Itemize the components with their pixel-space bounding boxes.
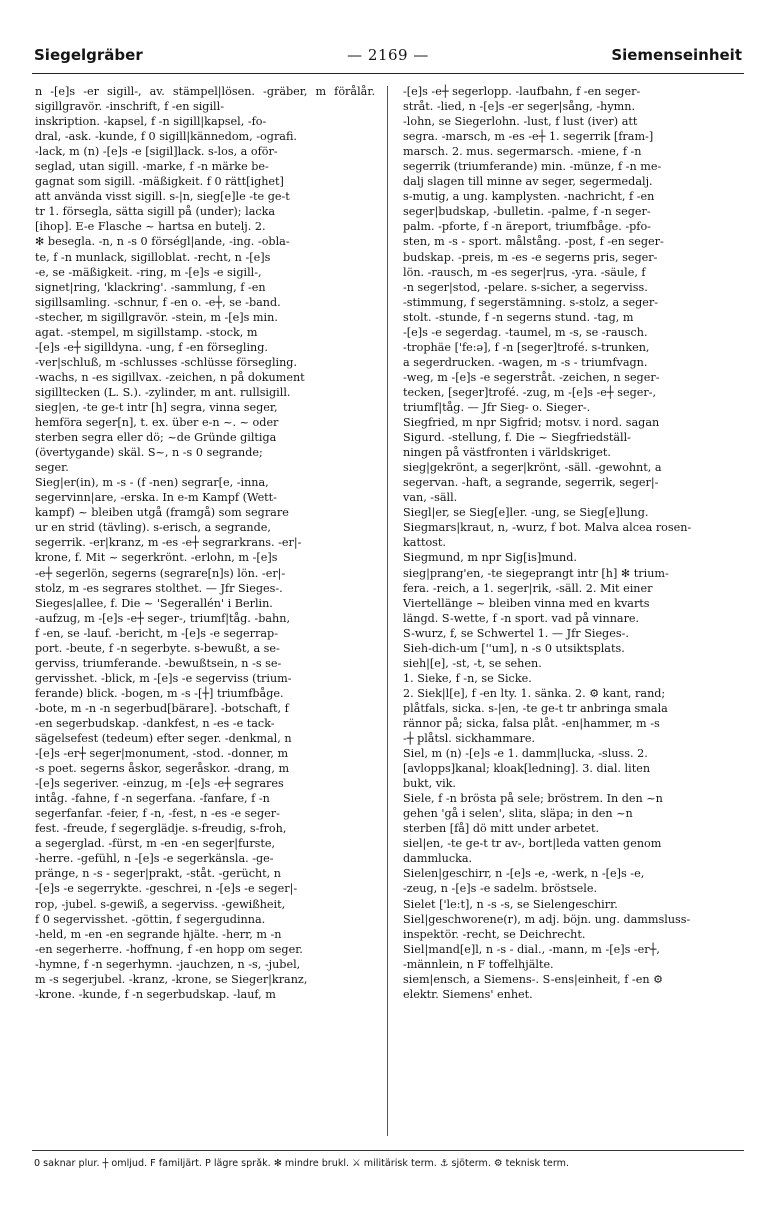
dictionary-line: sten, m -s - sport. målstång. -post, f -en seger- [403,235,664,249]
dictionary-line: ur en strid (tävling). s-erisch, a segrande, [35,521,271,535]
dictionary-line: gerviss, triumferande. -bewußtsein, n -s se- [35,656,282,670]
dictionary-line: -[e]s -e segerrykte. -geschrei, n -[e]s -e seger|- [35,882,298,896]
dictionary-line: marsch. 2. mus. segermarsch. -miene, f -n [403,145,642,159]
dictionary-line: kampf) ~ bleiben utgå (framgå) som segrare [35,506,289,520]
dictionary-line: plåtfals, sicka. s-|en, -te ge-t tr anbringa smala [403,701,668,715]
dictionary-line: gagnat som sigill. -mäßigkeit. f 0 rätt[ighet] [35,175,284,189]
dictionary-line: -[e]s -er┼ seger|monument, -stod. -donner, m [35,747,289,761]
dictionary-line: te, f -n munlack, sigilloblat. -recht, n -[e]s [35,250,271,264]
column-divider [387,86,388,1136]
dictionary-line: tecken, [seger]trofé. -zug, m -[e]s -e┼ seger-, [403,385,657,399]
footer-rule [32,1150,744,1151]
dictionary-line: Siegmund, m npr Sig[is]mund. [403,551,577,565]
dictionary-line: lön. -rausch, m -es seger|rus, -yra. -säule, f [403,265,646,279]
dictionary-line: triumf|tåg. — Jfr Sieg- o. Sieger-. [403,400,591,414]
dictionary-line: -[e]s -e┼ segerlopp. -laufbahn, f -en seger- [403,85,641,98]
dictionary-line: agat. -stempel, m sigillstamp. -stock, m [35,325,258,339]
dictionary-line: sieg|prang'en, -te siegeprangt intr [h] ✻ trium- [403,566,669,580]
dictionary-line: -lohn, se Siegerlohn. -lust, f lust (iver) att [403,115,638,129]
dictionary-line: sigilltecken (L. S.). -zylinder, m ant. rullsigill. [35,385,291,399]
dictionary-line: inskription. -kapsel, f -n sigill|kapsel, -fo- [35,115,267,129]
dictionary-line: Sielen|geschirr, n -[e]s -e, -werk, n -[e]s -e, [403,867,645,881]
dictionary-line: Sieg|er(in), m -s - (f -nen) segrar[e, -inna, [35,476,269,490]
dictionary-line: palm. -pforte, f -n äreport, triumfbåge. -pfo- [403,220,651,234]
dictionary-line: a segerdrucken. -wagen, m -s - triumfvagn. [403,355,648,369]
dictionary-line: Siele, f -n brösta på sele; bröstrem. In den ~n [403,792,663,806]
abbreviation-legend: 0 saknar plur. ┼ omljud. F familjärt. P lägre språk. ✻ mindre brukl. ⚔ militärisk term. ⚓ sjöterm. ⚙ teknisk term. [34,1158,569,1169]
dictionary-line: (övertygande) skäl. S~, n -s 0 segrande; [35,446,263,460]
dictionary-line: segervinn|are, -erska. In e-m Kampf (Wett- [35,491,277,505]
dictionary-line: ✻ besegla. -n, n -s 0 förségl|ande, -ing. -obla- [35,235,290,249]
dictionary-line: -zeug, n -[e]s -e sadelm. bröstsele. [403,882,598,896]
dictionary-line: -[e]s -e┼ sigilldyna. -ung, f -en försegling. [35,340,268,354]
dictionary-line: port. -beute, f -n segerbyte. s-bewußt, a se- [35,641,280,655]
dictionary-line: -held, m -en -en segrande hjälte. -herr, m -n [35,927,282,941]
dictionary-line: -ver|schluß, m -schlusses -schlüsse försegling. [35,355,298,369]
dictionary-line: kattost. [403,536,446,550]
dictionary-line: -hymne, f -n segerhymn. -jauchzen, n -s, -jubel, [35,957,301,971]
dictionary-line: Siel|mand[e]l, n -s - dial., -mann, m -[e]s -er┼, [403,942,660,956]
dictionary-line: s-mutig, a ung. kamplysten. -nachricht, f -en [403,190,655,204]
dictionary-line: stolz, m -es segrares stolthet. — Jfr Sieges-. [35,581,283,595]
dictionary-line: f 0 segervisshet. -göttin, f segergudinna. [35,912,266,926]
dictionary-line: -bote, m -n -n segerbud[bärare]. -botschaft, f [35,701,289,715]
dictionary-line: stråt. -lied, n -[e]s -er seger|sång, -hymn. [403,100,636,114]
dictionary-line: att använda visst sigill. s-|n, sieg[e]le -te ge-t [35,190,290,204]
dictionary-line: sieg|en, -te ge-t intr [h] segra, vinna seger, [35,400,278,414]
dictionary-line: inspektör. -recht, se Deichrecht. [403,927,586,941]
dictionary-line: -┼ plåtsl. sickhammare. [403,732,536,746]
header-last-word: Siemenseinheit [611,46,742,64]
dictionary-line: stolt. -stunde, f -n segerns stund. -tag, m [403,310,634,324]
dictionary-line: segra. -marsch, m -es -e┼ 1. segerrik [fram-] [403,130,654,144]
dictionary-line: [avlopps]kanal; kloak[ledning]. 3. dial. liten [403,762,651,776]
dictionary-line: Siegfried, m npr Sigfrid; motsv. i nord. sagan [403,416,660,430]
dictionary-line: -en segerbudskap. -dankfest, n -es -e tack- [35,716,275,730]
dictionary-line: -stimmung, f segerstämning. s-stolz, a seger- [403,295,659,309]
dictionary-line: Sieh-dich-um [''um], n -s 0 utsiktsplats. [403,641,625,655]
dictionary-line: -aufzug, m -[e]s -e┼ seger-, triumf|tåg. -bahn, [35,611,291,625]
dictionary-line: Siel, m (n) -[e]s -e 1. damm|lucka, -sluss. 2. [403,747,648,761]
dictionary-line: -e, se -mäßigkeit. -ring, m -[e]s -e sigill-, [35,265,262,279]
dictionary-line: -weg, m -[e]s -e segerstråt. -zeichen, n seger- [403,370,660,384]
dictionary-line: Sielet ['le:t], n -s -s, se Sielengeschirr. [403,897,618,911]
dictionary-line: siel|en, -te ge-t tr av-, bort|leda vatten genom [403,837,662,851]
dictionary-line: seger|budskap, -bulletin. -palme, f -n seger- [403,205,651,219]
dictionary-line: segerrik (triumferande) min. -münze, f -n me- [403,160,662,174]
dictionary-line: Viertellänge ~ bleiben vinna med en kvarts [403,596,650,610]
dictionary-line: -männlein, n F toffelhjälte. [403,957,554,971]
dictionary-line: sieh|[e], -st, -t, se sehen. [403,656,542,670]
page-header [34,46,742,68]
dictionary-line: van, -säll. [403,491,458,505]
dictionary-line: segervan. -haft, a segrande, segerrik, seger|- [403,476,659,490]
dictionary-line: -[e]s segeriver. -einzug, m -[e]s -e┼ segrares [35,777,284,791]
dictionary-line: sterben [få] dö mitt under arbetet. [403,822,600,836]
dictionary-line: -e┼ segerlön, segerns (segrare[n]s) lön. -er|- [35,566,286,580]
dictionary-line: seglad, utan sigill. -marke, f -n märke be- [35,160,269,174]
dictionary-line: -krone. -kunde, f -n segerbudskap. -lauf, m [35,987,276,1001]
dictionary-line: tr 1. försegla, sätta sigill på (under); lacka [35,205,276,219]
dictionary-line: -stecher, m sigillgravör. -stein, m -[e]s min. [35,310,278,324]
dictionary-line: n -[e]s -er sigill-, av. stämpel|lösen. -gräber, m förålår. sigillgravör. -inschrift, f -en sigill- [35,85,375,114]
dictionary-line: sterben segra eller dö; ~de Gründe giltiga [35,431,277,445]
dictionary-line: Siegl|er, se Sieg[e]ler. -ung, se Sieg[e]lung. [403,506,649,520]
dictionary-line: -s poet. segerns åskor, segeråskor. -drang, m [35,762,290,776]
dictionary-line: ningen på västfronten i världskriget. [403,446,611,460]
header-first-word: Siegelgräber [34,46,143,64]
dictionary-line: fera. -reich, a 1. seger|rik, -säll. 2. Mit einer [403,581,653,595]
dictionary-line: budskap. -preis, m -es -e segerns pris, seger- [403,250,658,264]
page-number: — 2169 — [347,46,429,64]
dictionary-line: längd. S-wette, f -n sport. vad på vinnare. [403,611,640,625]
dictionary-line: sägelsefest (tedeum) efter seger. -denkmal, n [35,732,292,746]
dictionary-line: segerfanfar. -feier, f -n, -fest, n -es -e seger- [35,807,280,821]
dictionary-line: rop, -jubel. s-gewiß, a segerviss. -gewißheit, [35,897,286,911]
dictionary-line: ferande) blick. -bogen, m -s -[┼] triumfbåge. [35,686,284,700]
dictionary-line: dalj slagen till minne av seger, segermedalj. [403,175,653,189]
dictionary-line: seger. [35,461,69,475]
dictionary-line: segerrik. -er|kranz, m -es -e┼ segrarkrans. -er|- [35,536,302,550]
dictionary-line: m -s segerjubel. -kranz, -krone, se Sieger|kranz, [35,972,308,986]
dictionary-line: -trophäe ['fe:ə], f -n [seger]trofé. s-trunken, [403,340,650,354]
dictionary-line: 1. Sieke, f -n, se Sicke. [403,671,532,685]
dictionary-line: bukt, vik. [403,777,456,791]
left-column [35,84,375,1002]
dictionary-line: sigillsamling. -schnur, f -en o. -e┼, se -band. [35,295,281,309]
header-rule [32,73,744,74]
right-column [403,84,743,1002]
dictionary-line: f -en, se -lauf. -bericht, m -[e]s -e segerrap- [35,626,278,640]
dictionary-line: -n seger|stod, -pelare. s-sicher, a segerviss. [403,280,648,294]
dictionary-line: -wachs, n -es sigillvax. -zeichen, n på dokument [35,370,305,384]
dictionary-line: [ihop]. E-e Flasche ~ hartsa en butelj. 2. [35,220,266,234]
dictionary-line: a segerglad. -fürst, m -en -en seger|furste, [35,837,276,851]
dictionary-line: -en segerherre. -hoffnung, f -en hopp om seger. [35,942,303,956]
dictionary-line: 2. Siek|l[e], f -en lty. 1. sänka. 2. ⚙ kant, rand; [403,686,666,700]
dictionary-line: Sigurd. -stellung, f. Die ~ Siegfriedställ- [403,431,631,445]
dictionary-line: pränge, n -s - seger|prakt, -ståt. -gerücht, n [35,867,281,881]
dictionary-line: -herre. -gefühl, n -[e]s -e segerkänsla. -ge- [35,852,274,866]
dictionary-line: siem|ensch, a Siemens-. S-ens|einheit, f -en ⚙ [403,972,664,986]
dictionary-line: dammlucka. [403,852,473,866]
dictionary-line: Siegmars|kraut, n, -wurz, f bot. Malva alcea rosen- [403,521,692,535]
dictionary-line: Siel|geschworene(r), m adj. böjn. ung. dammsluss- [403,912,691,926]
dictionary-line: rännor på; sicka, falsa plåt. -en|hammer, m -s [403,716,660,730]
dictionary-line: gervisshet. -blick, m -[e]s -e segerviss (trium- [35,671,292,685]
dictionary-line: signet|ring, 'klackring'. -sammlung, f -en [35,280,266,294]
dictionary-line: gehen 'gå i selen', slita, släpa; in den ~n [403,807,633,821]
dictionary-line: hemföra seger[n], t. ex. über e-n ~. ~ oder [35,416,279,430]
dictionary-line: elektr. Siemens' enhet. [403,987,533,1001]
dictionary-line: intåg. -fahne, f -n segerfana. -fanfare, f -n [35,792,270,806]
dictionary-line: S-wurz, f, se Schwertel 1. — Jfr Sieges-. [403,626,629,640]
dictionary-line: dral, -ask. -kunde, f 0 sigill|kännedom, -ografi. [35,130,297,144]
dictionary-line: Sieges|allee, f. Die ~ 'Segerallén' i Berlin. [35,596,273,610]
dictionary-line: fest. -freude, f segerglädje. s-freudig, s-froh, [35,822,287,836]
dictionary-line: -lack, m (n) -[e]s -e [sigil]lack. s-los, a oför- [35,145,278,159]
dictionary-line: krone, f. Mit ~ segerkrönt. -erlohn, m -[e]s [35,551,278,565]
dictionary-line: -[e]s -e segerdag. -taumel, m -s, se -rausch. [403,325,648,339]
dictionary-line: sieg|gekrönt, a seger|krönt, -säll. -gewohnt, a [403,461,662,475]
